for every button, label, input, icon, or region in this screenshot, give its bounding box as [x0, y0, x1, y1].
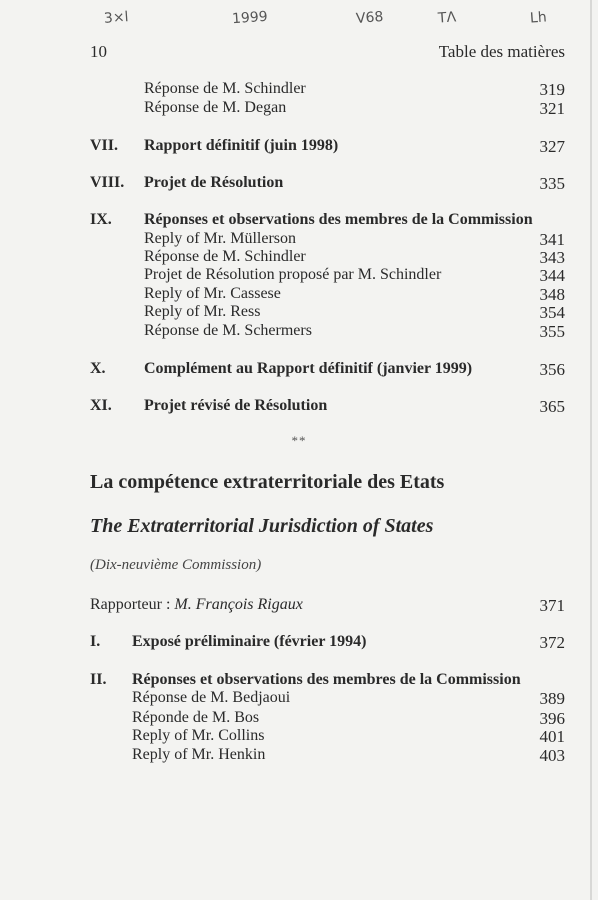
toc-page-number: 403	[539, 746, 565, 765]
toc-page-number: 372	[539, 633, 565, 652]
page-number: 10	[90, 42, 107, 61]
toc-page-number: 335	[539, 174, 565, 193]
toc-roman-numeral: II.	[90, 671, 107, 688]
handwritten-note-1: 3×l	[103, 9, 130, 27]
toc-entry-title: Projet de Résolution proposé par M. Schindler	[144, 266, 442, 283]
handwritten-note-5: Lh	[529, 9, 548, 27]
toc-entry	[0, 633, 565, 655]
toc-roman-numeral: XI.	[90, 397, 112, 414]
toc-page-number: 321	[539, 99, 565, 118]
commission-label: (Dix-neuvième Commission)	[90, 557, 262, 573]
section-title-fr: La compétence extraterritoriale des Etats	[90, 471, 445, 493]
toc-entry	[0, 689, 565, 711]
section-title-en: The Extraterritorial Jurisdiction of States	[90, 515, 434, 537]
handwritten-note-2: 1999	[231, 8, 269, 28]
toc-entry-title: Rapport définitif (juin 1998)	[144, 137, 339, 154]
toc-roman-numeral: VII.	[90, 137, 119, 154]
section-separator: **	[291, 433, 307, 448]
toc-page-number: 356	[539, 360, 565, 379]
toc-entry-title: Réponse de M. Schermers	[144, 322, 312, 339]
toc-entry-title: Projet de Résolution	[144, 174, 284, 191]
toc-roman-numeral: VIII.	[90, 174, 125, 191]
toc-entry	[0, 746, 565, 768]
toc-roman-numeral: IX.	[90, 211, 112, 228]
toc-entry	[0, 397, 565, 419]
toc-entry-title: Réponses et observations des membres de la Commission	[132, 671, 521, 688]
toc-entry	[0, 99, 565, 121]
toc-entry-title: Réponse de M. Schindler	[144, 248, 306, 265]
page-edge-shadow	[590, 0, 592, 900]
toc-page-number: 401	[539, 727, 565, 746]
handwritten-note-3: V68	[355, 9, 384, 27]
toc-entry-title: Reply of Mr. Collins	[132, 727, 265, 744]
toc-page-number: 354	[539, 303, 565, 322]
toc-entry-title: Exposé préliminaire (février 1994)	[132, 633, 367, 650]
toc-page-number: 396	[539, 709, 565, 728]
toc-entry-title: Complément au Rapport définitif (janvier 1999)	[144, 360, 473, 377]
handwritten-note-4: TΛ	[437, 9, 457, 27]
rapporteur-name: M. François Rigaux	[174, 596, 303, 613]
toc-roman-numeral: X.	[90, 360, 106, 377]
toc-entry-title: Reply of Mr. Ress	[144, 303, 261, 320]
toc-roman-numeral: I.	[90, 633, 101, 650]
rapporteur-page: 371	[539, 596, 565, 615]
toc-page-number: 389	[539, 689, 565, 708]
toc-entry	[0, 322, 565, 344]
rapporteur-label: Rapporteur :	[90, 596, 175, 613]
toc-page-number: 365	[539, 397, 565, 416]
toc-entry-title: Réponse de M. Schindler	[144, 80, 306, 97]
toc-page-number: 319	[539, 80, 565, 99]
toc-entry-title: Reply of Mr. Henkin	[132, 746, 266, 763]
toc-page-number: 343	[539, 248, 565, 267]
toc-page-number: 344	[539, 266, 565, 285]
toc-entry-title: Reply of Mr. Cassese	[144, 285, 281, 302]
toc-entry-title: Réponses et observations des membres de la Commission	[144, 211, 533, 228]
running-title: Table des matières	[438, 42, 565, 61]
toc-entry	[0, 137, 565, 159]
toc-entry	[0, 174, 565, 196]
rapporteur-text	[90, 596, 303, 614]
toc-entry-title: Réponse de M. Degan	[144, 99, 287, 116]
toc-page-number: 355	[539, 322, 565, 341]
toc-page-number: 341	[539, 230, 565, 249]
toc-entry-title: Réponde de M. Bos	[132, 709, 260, 726]
toc-entry-title: Reply of Mr. Müllerson	[144, 230, 296, 247]
toc-page-number: 327	[539, 137, 565, 156]
toc-entry	[0, 360, 565, 382]
toc-page-number: 348	[539, 285, 565, 304]
toc-entry-title: Réponse de M. Bedjaoui	[132, 689, 291, 706]
toc-entry-title: Projet révisé de Résolution	[144, 397, 328, 414]
rapporteur-row	[0, 596, 565, 618]
